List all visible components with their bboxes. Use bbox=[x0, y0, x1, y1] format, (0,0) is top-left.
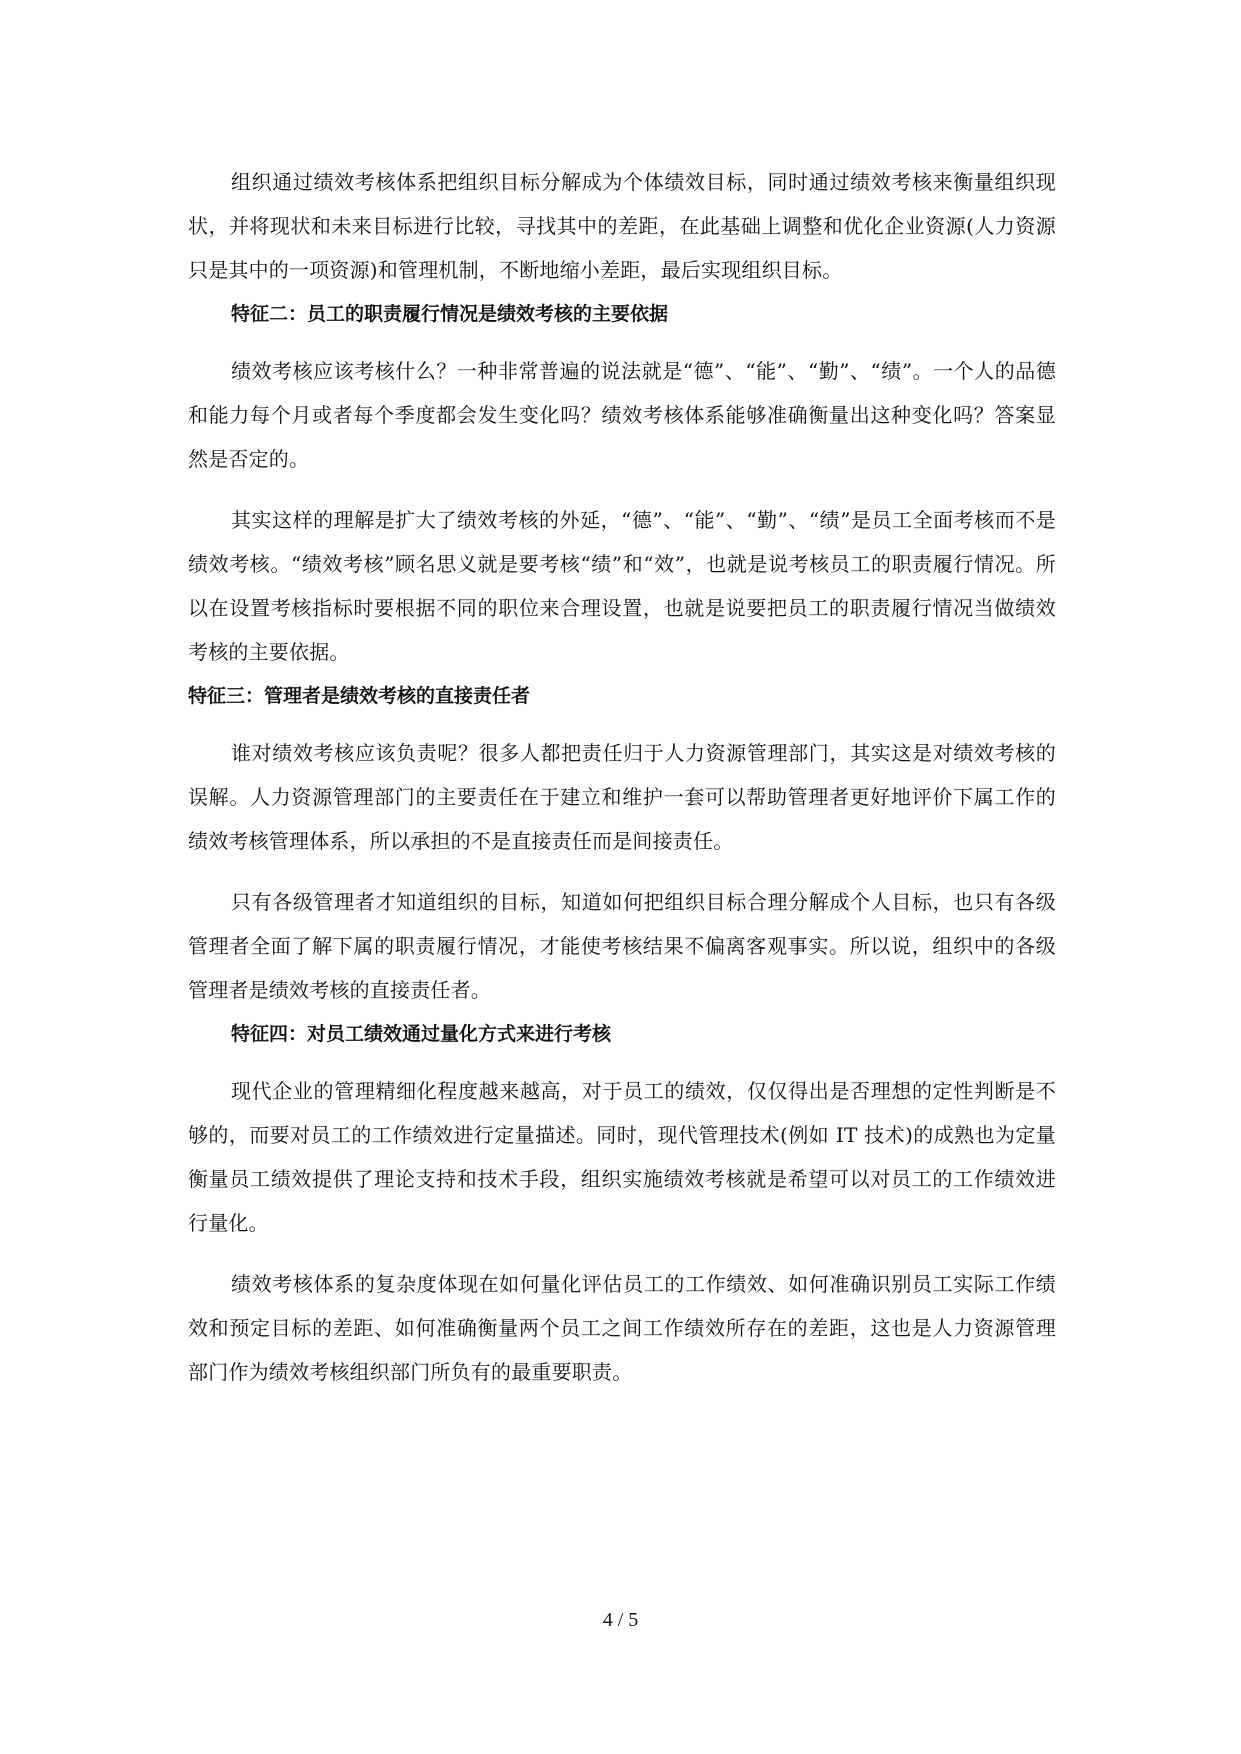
paragraph-scope-of-assessment: 其实这样的理解是扩大了绩效考核的外延，“德”、“能”、“勤”、“绩”是员工全面考核而不是绩效考核。“绩效考核”顾名思义就是要考核“绩”和“效”，也就是说考核员工的职责履行情况。所以在设置考核指标时要根据不同的职位来合理设置，也就是说要把员工的职责履行情况当做绩效考核的主要依据。 bbox=[188, 508, 1056, 664]
paragraph-managers-responsibility: 只有各级管理者才知道组织的目标，知道如何把组织目标合理分解成个人目标，也只有各级管理者全面了解下属的职责履行情况，才能使考核结果不偏离客观事实。所以说，组织中的各级管理者是绩效考核的直接责任者。 bbox=[188, 890, 1056, 1002]
paragraph-organization-goals: 组织通过绩效考核体系把组织目标分解成为个体绩效目标，同时通过绩效考核来衡量组织现状，并将现状和未来目标进行比较，寻找其中的差距，在此基础上调整和优化企业资源(人力资源只是其中的一项资源)和管理机制，不断地缩小差距，最后实现组织目标。 bbox=[188, 170, 1056, 282]
paragraph-who-is-responsible: 谁对绩效考核应该负责呢？很多人都把责任归于人力资源管理部门，其实这是对绩效考核的误解。人力资源管理部门的主要责任在于建立和维护一套可以帮助管理者更好地评价下属工作的绩效考核管理体系，所以承担的不是直接责任而是间接责任。 bbox=[188, 741, 1056, 853]
paragraph-quantification: 现代企业的管理精细化程度越来越高，对于员工的绩效，仅仅得出是否理想的定性判断是不够的，而要对员工的工作绩效进行定量描述。同时，现代管理技术(例如 IT 技术)的成熟也为定量衡量员工绩效提供了理论支持和技术手段，组织实施绩效考核就是希望可以对员工的工作绩效进行量化。 bbox=[188, 1079, 1056, 1235]
paragraph-system-complexity: 绩效考核体系的复杂度体现在如何量化评估员工的工作绩效、如何准确识别员工实际工作绩效和预定目标的差距、如何准确衡量两个员工之间工作绩效所存在的差距，这也是人力资源管理部门作为绩效考核组织部门所负有的最重要职责。 bbox=[188, 1272, 1056, 1384]
document-body bbox=[188, 160, 1056, 1394]
page-number: 4 / 5 bbox=[602, 1609, 639, 1631]
heading-feature-four: 特征四：对员工绩效通过量化方式来进行考核 bbox=[231, 1023, 612, 1045]
heading-feature-two: 特征二：员工的职责履行情况是绩效考核的主要依据 bbox=[231, 303, 669, 325]
heading-feature-three: 特征三：管理者是绩效考核的直接责任者 bbox=[188, 685, 531, 707]
paragraph-what-to-assess: 绩效考核应该考核什么？一种非常普遍的说法就是“德”、“能”、“勤”、“绩”。一个人的品德和能力每个月或者每个季度都会发生变化吗？绩效考核体系能够准确衡量出这种变化吗？答案显然是否定的。 bbox=[188, 359, 1056, 471]
